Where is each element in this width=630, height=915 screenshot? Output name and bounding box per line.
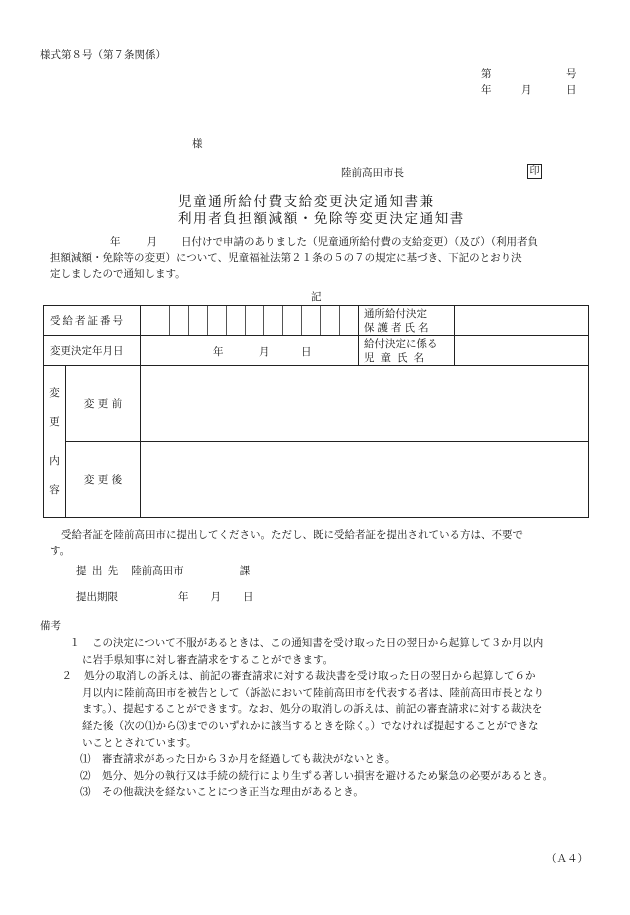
after-value bbox=[141, 442, 589, 518]
guardian-name-value bbox=[455, 306, 589, 336]
remark-continuation bbox=[40, 701, 600, 718]
date-day: 日 bbox=[566, 84, 577, 96]
intro-line-1-text: 日付けで申請のありました（児童通所給付費の支給変更）（及び）（利用者負 bbox=[181, 236, 538, 248]
submit-dest-value: 陸前高田市 bbox=[131, 565, 184, 577]
paper-size-label: （Ａ４） bbox=[546, 853, 588, 865]
sub-remark-text: 処分、処分の執行又は手続の続行により生ずる著しい損害を避けるため緊急の必要があるとき。 bbox=[102, 769, 554, 782]
before-label: 変 更 前 bbox=[66, 366, 141, 442]
form-label: 様式第８号（第７条関係） bbox=[40, 49, 166, 61]
doc-number-label: 第 bbox=[481, 68, 492, 80]
seal-text: 印 bbox=[527, 164, 542, 179]
submit-deadline-label: 提出期限 bbox=[76, 591, 118, 603]
remark-item bbox=[40, 668, 600, 685]
submit-deadline-month: 月 bbox=[210, 591, 221, 603]
sub-remark-item bbox=[40, 768, 600, 785]
submit-note-line-2: す。 bbox=[50, 545, 71, 557]
change-content-label bbox=[44, 366, 66, 518]
date-month: 月 bbox=[521, 84, 532, 96]
change-content-char-1: 変 bbox=[49, 386, 60, 399]
child-label bbox=[359, 336, 455, 366]
remark-line: ます。）、提起することができます。なお、処分の取消しの訴えは、前記の審査請求に対する裁決を bbox=[82, 703, 543, 716]
remarks-title: 備考 bbox=[40, 620, 61, 632]
sub-remark-number: ⑶ bbox=[80, 786, 91, 799]
before-value bbox=[141, 366, 589, 442]
sub-remark-text: その他裁決を経ないことにつき正当な理由があるとき。 bbox=[102, 786, 364, 799]
intro-month: 月 bbox=[146, 236, 157, 248]
remark-continuation bbox=[40, 735, 600, 752]
remark-continuation bbox=[40, 718, 600, 735]
submit-dest-suffix: 課 bbox=[239, 565, 251, 577]
submit-note-line-1: 受給者証を陸前高田市に提出してください。ただし、既に受給者証を提出されている方は、不要で bbox=[61, 529, 523, 541]
guardian-label-line-2: 保護者氏名 bbox=[364, 321, 432, 334]
remark-line: この決定について不服があるときは、この通知書を受け取った日の翌日から起算して３か月以内 bbox=[92, 637, 544, 649]
title-line-1: 児童通所給付費支給変更決定通知書兼 bbox=[178, 194, 435, 210]
guardian-label-line-1: 通所給付決定 bbox=[364, 307, 427, 320]
remark-number: ２ bbox=[61, 670, 72, 683]
change-date-month: 月 bbox=[259, 346, 270, 358]
change-content-char-3: 内 bbox=[49, 454, 60, 467]
seal-mark bbox=[527, 164, 542, 179]
remark-line: いこととされています。 bbox=[82, 736, 197, 749]
child-name-value bbox=[455, 336, 589, 366]
submit-deadline bbox=[76, 589, 254, 604]
submit-deadline-year: 年 bbox=[178, 591, 189, 603]
change-date-label: 変更決定年月日 bbox=[44, 336, 141, 366]
guardian-label bbox=[359, 306, 455, 336]
remark-number: １ bbox=[69, 637, 80, 649]
remark-line: 処分の取消しの訴えは、前記の審査請求に対する裁決書を受け取った日の翌日から起算して６か bbox=[84, 670, 536, 683]
change-content-char-4: 容 bbox=[49, 483, 60, 496]
submit-deadline-day: 日 bbox=[243, 591, 254, 603]
remarks-list bbox=[40, 635, 600, 801]
change-date-year: 年 bbox=[213, 346, 224, 358]
intro-year: 年 bbox=[110, 236, 121, 248]
sub-remark-number: ⑴ bbox=[80, 753, 91, 766]
remark-line: 経た後（次の⑴から⑶までのいずれかに該当するときを除く。）でなければ提起することができな bbox=[82, 719, 539, 732]
sub-remark-item bbox=[40, 751, 600, 768]
sub-remark-item bbox=[40, 784, 600, 801]
date-year: 年 bbox=[481, 84, 492, 96]
ki-heading: 記 bbox=[311, 291, 322, 303]
remark-line: に岩手県知事に対し審査請求をすることができます。 bbox=[82, 653, 334, 666]
issuer-name: 陸前高田市長 bbox=[341, 167, 404, 179]
remark-line: 月以内に陸前高田市を被告として（訴訟において陸前高田市を代表する者は、陸前高田市長となり bbox=[82, 686, 544, 699]
sub-remark-text: 審査請求があった日から３か月を経過しても裁決がないとき。 bbox=[102, 753, 396, 766]
doc-number-suffix: 号 bbox=[566, 68, 577, 80]
addressee-suffix: 様 bbox=[192, 138, 203, 150]
intro-line-1 bbox=[50, 234, 538, 249]
remark-item bbox=[40, 635, 600, 652]
change-date-value bbox=[141, 336, 359, 366]
child-label-line-1: 給付決定に係る bbox=[364, 337, 438, 350]
after-label: 変 更 後 bbox=[66, 442, 141, 518]
remark-continuation bbox=[40, 685, 600, 702]
change-date-day: 日 bbox=[301, 346, 312, 358]
submit-destination bbox=[76, 563, 250, 578]
cert-number-boxes bbox=[141, 306, 359, 336]
change-content-char-2: 更 bbox=[49, 415, 60, 428]
cert-number-label: 受給者証番号 bbox=[44, 306, 141, 336]
intro-line-3: 定しましたので通知します。 bbox=[50, 268, 186, 280]
intro-line-2: 担額減額・免除等の変更）について、児童福祉法第２１条の５の７の規定に基づき、下記のとおり決 bbox=[50, 252, 522, 264]
submit-dest-label: 提 出 先 bbox=[76, 565, 120, 577]
remark-continuation bbox=[40, 652, 600, 669]
title-line-2: 利用者負担額減額・免除等変更決定通知書 bbox=[178, 211, 465, 227]
sub-remark-number: ⑵ bbox=[80, 769, 91, 782]
child-label-line-2: 児童氏名 bbox=[364, 351, 430, 364]
decision-table bbox=[43, 305, 589, 518]
